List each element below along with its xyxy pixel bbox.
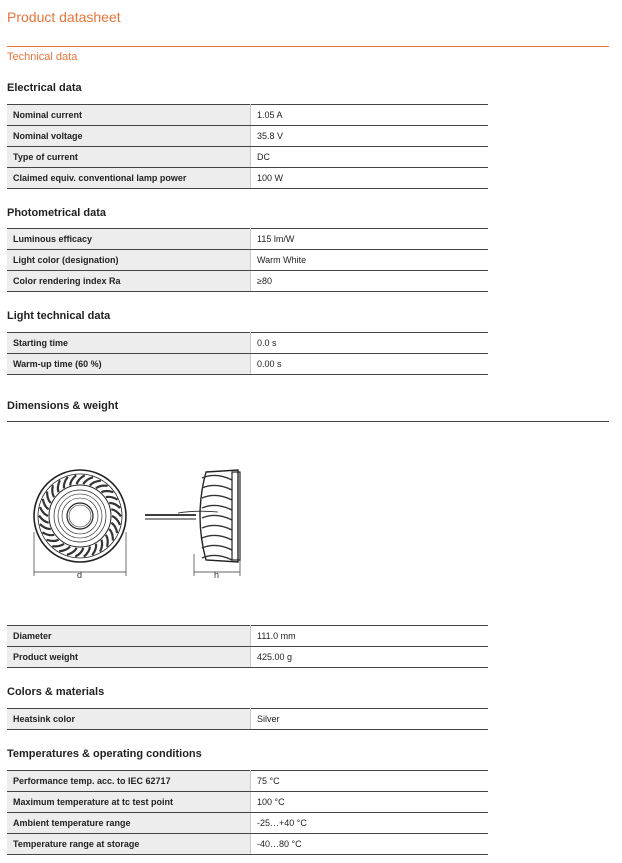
row-label: Claimed equiv. conventional lamp power	[7, 168, 251, 189]
page-subtitle: Technical data	[7, 51, 78, 63]
row-label: Starting time	[7, 333, 251, 354]
photometrical-table	[7, 228, 488, 292]
dimensions-divider	[7, 421, 609, 422]
row-value: 1.05 A	[251, 105, 489, 126]
section-title-temperatures: Temperatures & operating conditions	[7, 748, 202, 760]
section-title-photometrical: Photometrical data	[7, 207, 107, 219]
row-label: Performance temp. acc. to IEC 62717	[7, 771, 251, 792]
row-label: Type of current	[7, 147, 251, 168]
row-value: 0.0 s	[251, 333, 489, 354]
row-label: Nominal current	[7, 105, 251, 126]
row-label: Maximum temperature at tc test point	[7, 792, 251, 813]
side-view	[145, 470, 240, 562]
row-label: Light color (designation)	[7, 250, 251, 271]
row-value: 35.8 V	[251, 126, 489, 147]
row-label: Nominal voltage	[7, 126, 251, 147]
table-row	[7, 626, 488, 647]
table-row	[7, 771, 488, 792]
table-row	[7, 126, 488, 147]
row-label: Product weight	[7, 647, 251, 668]
table-row	[7, 271, 488, 292]
row-value: 75 °C	[251, 771, 489, 792]
table-row	[7, 792, 488, 813]
row-value: 100 W	[251, 168, 489, 189]
table-row	[7, 354, 488, 375]
page-title: Product datasheet	[7, 9, 121, 25]
table-row	[7, 333, 488, 354]
section-title-dimensions: Dimensions & weight	[7, 400, 119, 412]
table-row	[7, 813, 488, 834]
row-label: Temperature range at storage	[7, 834, 251, 855]
row-label: Diameter	[7, 626, 251, 647]
section-title-light-technical: Light technical data	[7, 310, 111, 322]
header-divider	[7, 46, 609, 47]
table-row	[7, 709, 488, 730]
row-value: -25…+40 °C	[251, 813, 489, 834]
section-title-colors: Colors & materials	[7, 686, 105, 698]
row-label: Color rendering index Ra	[7, 271, 251, 292]
row-value: 0.00 s	[251, 354, 489, 375]
row-value: 115 lm/W	[251, 229, 489, 250]
row-value: Warm White	[251, 250, 489, 271]
table-row	[7, 834, 488, 855]
row-value: DC	[251, 147, 489, 168]
electrical-table	[7, 104, 488, 189]
light-technical-table	[7, 332, 488, 375]
row-value: 100 °C	[251, 792, 489, 813]
label-h: h	[214, 570, 220, 580]
product-drawing	[28, 462, 268, 582]
row-value: 111.0 mm	[251, 626, 489, 647]
table-row	[7, 647, 488, 668]
row-value: -40…80 °C	[251, 834, 489, 855]
label-d: d	[77, 570, 83, 580]
row-value: Silver	[251, 709, 489, 730]
table-row	[7, 250, 488, 271]
row-label: Heatsink color	[7, 709, 251, 730]
row-value: 425.00 g	[251, 647, 489, 668]
table-row	[7, 229, 488, 250]
dimensions-table	[7, 625, 488, 668]
temperatures-table	[7, 770, 488, 855]
table-row	[7, 105, 488, 126]
table-row	[7, 147, 488, 168]
front-view	[34, 470, 126, 562]
row-label: Ambient temperature range	[7, 813, 251, 834]
colors-table	[7, 708, 488, 730]
row-label: Warm-up time (60 %)	[7, 354, 251, 375]
section-title-electrical: Electrical data	[7, 82, 82, 94]
row-label: Luminous efficacy	[7, 229, 251, 250]
row-value: ≥80	[251, 271, 489, 292]
table-row	[7, 168, 488, 189]
